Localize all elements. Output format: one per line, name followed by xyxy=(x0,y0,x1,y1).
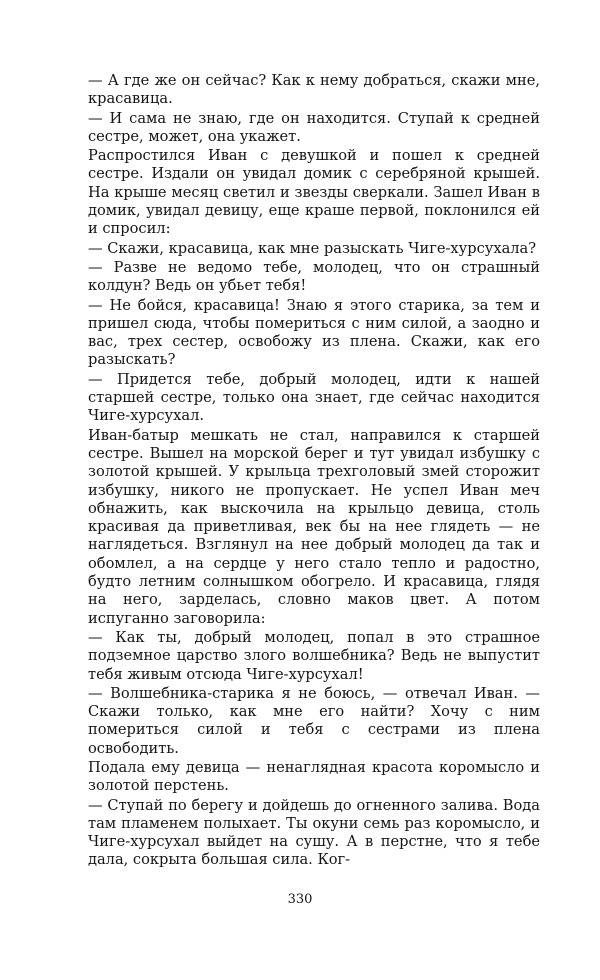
page-number: 330 xyxy=(287,892,313,907)
paragraph-11: Подала ему девица — ненаглядная красота коромысло и золотой перстень. xyxy=(88,758,540,795)
paragraph-12: — Ступай по берегу и дойдешь до огненного залива. Вода там пламенем полыхает. Ты окуни семь раз коромысло, и Чиге-хурсухал выйдет на сушу. А в перстне, что я тебе дала, сокрыта большая сила. Ког- xyxy=(88,796,540,869)
paragraph-8: Иван-батыр мешкать не стал, направился к старшей сестре. Вышел на морской берег и тут увидал избушку с золотой крышей. У крыльца трехголовый змей сторожит избушку, никого не пропускает. Не успел Иван меч обнажить, как выскочила на крыльцо девица, столь красивая да приветливая, век бы на нее глядеть — не наглядеться. Взглянул на нее добрый молодец да так и обомлел, а на сердце у него стало тепло и радостно, будто летним солнышком обогрело. И красавица, глядя на него, зарделась, словно маков цвет. А потом испуганно заговорила: xyxy=(88,426,540,627)
paragraph-3: Распростился Иван с девушкой и пошел к средней сестре. Издали он увидал домик с серебряной крышей. На крыше месяц светил и звезды сверкали. Зашел Иван в домик, увидал девицу, еще краше первой, поклонился ей и спросил: xyxy=(88,147,540,238)
paragraph-4: — Скажи, красавица, как мне разыскать Чиге-хурсухала? xyxy=(88,239,537,257)
paragraph-10: — Волшебника-старика я не боюсь, — отвечал Иван. — Скажи только, как мне его найти? Хочу с ним помериться силой и тебя с сестрами из плена освободить. xyxy=(88,684,540,757)
book-page-text xyxy=(88,72,540,870)
paragraph-9: — Как ты, добрый молодец, попал в это страшное подземное царство злого волшебника? Ведь не выпустит тебя живым отсюда Чиге-хурсухал! xyxy=(88,628,540,683)
paragraph-7: — Придется тебе, добрый молодец, идти к нашей старшей сестре, только она знает, где сейчас находится Чиге-хурсухал. xyxy=(88,370,540,425)
paragraph-1: — А где же он сейчас? Как к нему добраться, скажи мне, красавица. xyxy=(88,72,540,108)
paragraph-5: — Разве не ведомо тебе, молодец, что он страшный колдун? Ведь он убьет тебя! xyxy=(88,258,540,295)
paragraph-2: — И сама не знаю, где он находится. Ступай к средней сестре, может, она укажет. xyxy=(88,109,540,145)
paragraph-6: — Не бойся, красавица! Знаю я этого старика, за тем и пришел сюда, чтобы помериться с ним силой, а заодно и вас, трех сестер, освобожу из плена. Скажи, как его разыскать? xyxy=(88,296,540,369)
